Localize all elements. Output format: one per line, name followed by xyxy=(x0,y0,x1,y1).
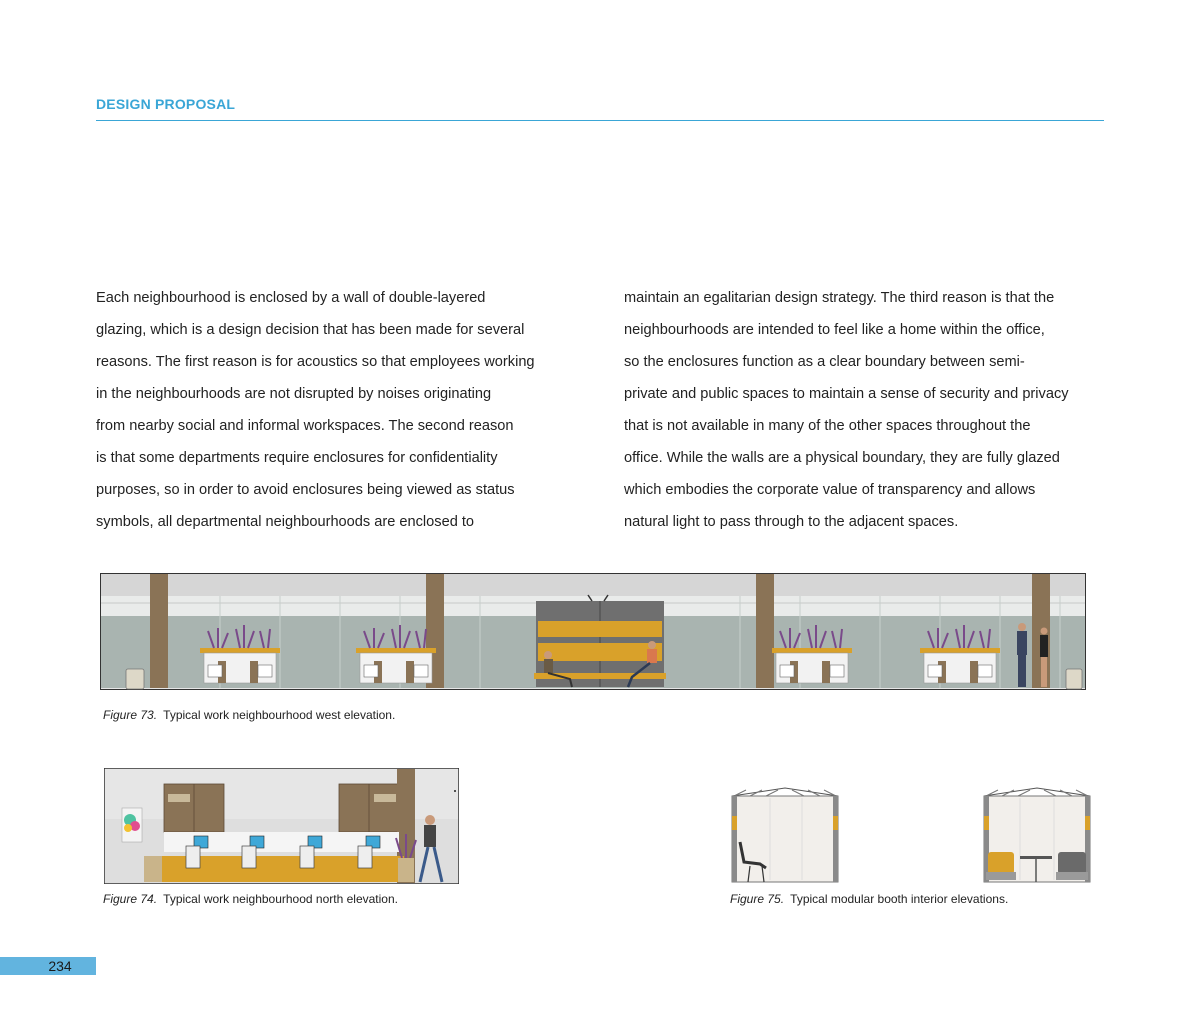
figure-75-caption xyxy=(730,892,1008,906)
body-line: is that some departments require enclosures for confidentiality xyxy=(96,450,498,466)
body-line: purposes, so in order to avoid enclosures being viewed as status xyxy=(96,482,515,498)
body-line: glazing, which is a design decision that has been made for several xyxy=(96,322,525,338)
page-number-tab xyxy=(0,957,96,975)
west-elevation-drawing xyxy=(100,573,1086,690)
body-text-right-column xyxy=(624,282,1114,538)
body-line: neighbourhoods are intended to feel like a home within the office, xyxy=(624,322,1045,338)
body-line: from nearby social and informal workspaces. The second reason xyxy=(96,418,514,434)
body-line: natural light to pass through to the adjacent spaces. xyxy=(624,514,959,530)
page-number: 234 xyxy=(48,958,72,974)
body-line: office. While the walls are a physical boundary, they are fully glazed xyxy=(624,450,1060,466)
north-elevation-drawing xyxy=(104,768,459,884)
section-title: DESIGN PROPOSAL xyxy=(96,96,236,112)
figure-number: Figure 74. xyxy=(103,892,158,906)
body-text-left-column xyxy=(96,282,578,538)
header-divider xyxy=(96,120,1104,121)
body-line: that is not available in many of the other spaces throughout the xyxy=(624,418,1031,434)
body-line: Each neighbourhood is enclosed by a wall of double-layered xyxy=(96,290,486,306)
body-line: in the neighbourhoods are not disrupted by noises originating xyxy=(96,386,492,402)
figure-caption-text: Typical work neighbourhood north elevation. xyxy=(163,892,398,906)
figure-74-caption xyxy=(103,892,398,906)
booth-elevation-right-drawing xyxy=(982,786,1092,884)
figure-caption-text: Typical work neighbourhood west elevation. xyxy=(163,708,396,722)
body-line: maintain an egalitarian design strategy. The third reason is that the xyxy=(624,290,1055,306)
body-line: symbols, all departmental neighbourhoods are enclosed to xyxy=(96,514,475,530)
figure-caption-text: Typical modular booth interior elevations. xyxy=(790,892,1009,906)
figure-number: Figure 75. xyxy=(730,892,785,906)
body-line: reasons. The first reason is for acoustics so that employees working xyxy=(96,354,535,370)
booth-elevation-left-drawing xyxy=(730,786,840,884)
body-line: so the enclosures function as a clear boundary between semi- xyxy=(624,354,1025,370)
figure-73-caption xyxy=(103,708,395,722)
body-line: private and public spaces to maintain a sense of security and privacy xyxy=(624,386,1069,402)
body-line: which embodies the corporate value of transparency and allows xyxy=(624,482,1036,498)
figure-number: Figure 73. xyxy=(103,708,158,722)
